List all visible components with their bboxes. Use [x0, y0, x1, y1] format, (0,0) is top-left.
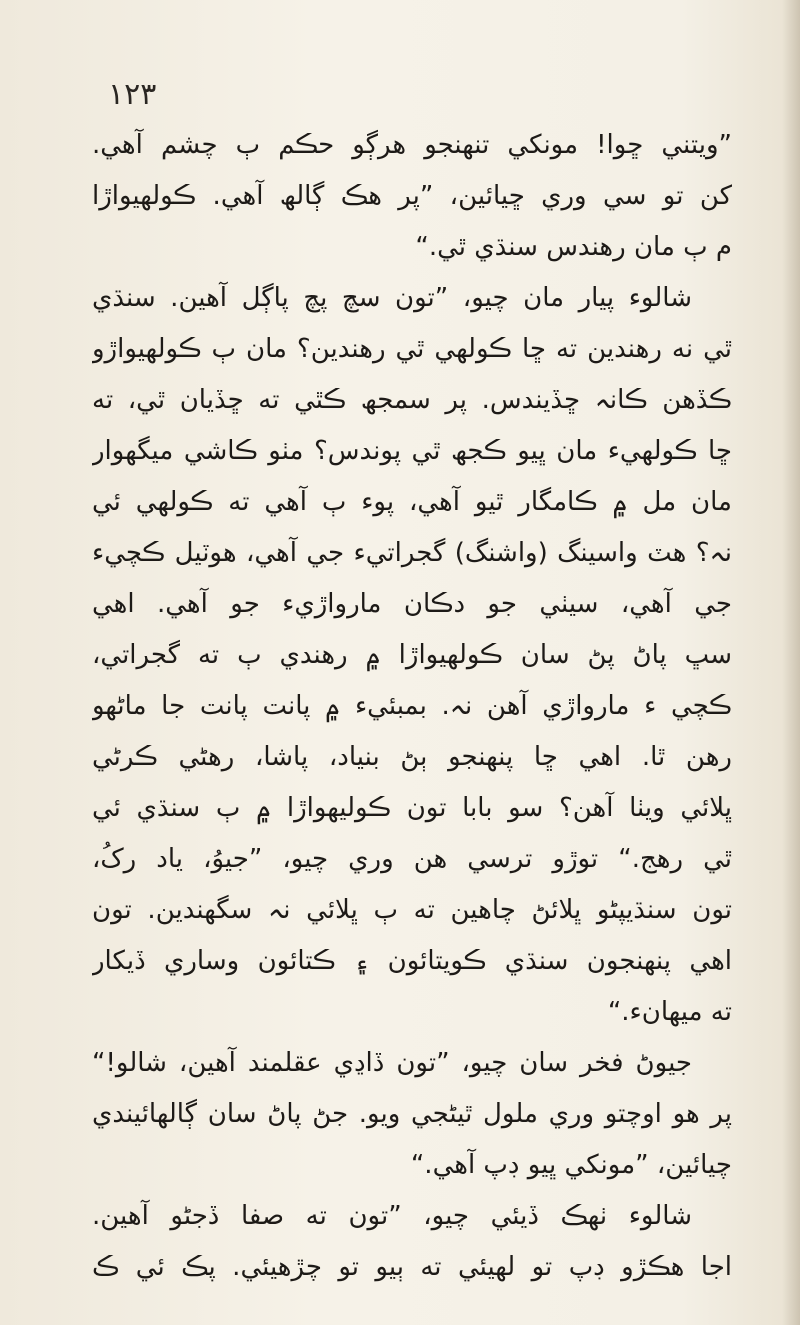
text-line: ”ويتني ڇوا! مونکي تنھنجو ھرڳو حڪم ٻ چشم آھي. [92, 130, 732, 160]
text-line: سڀ پاڻ پڻ سان ڪولھيواڙا ۾ رھندي ٻ ته گجراتي، [92, 640, 732, 670]
page-edge-shadow [782, 0, 800, 1325]
text-line: ٿي نه رھندين ته ڇا ڪولھي ٿي رھندين؟ مان ٻ ڪولھيواڙو [92, 334, 732, 364]
text-line: رھن ٿا. اھي ڇا پنھنجو ٻڻ بنياد، پاشا، رھڻي ڪرڻي [92, 742, 732, 772]
text-line: ٿي رھج.“ توڙو ترسي ھن وري چيو، ”جيوُ، ياد رکُ، [92, 844, 732, 874]
text-line: مان مل ۾ ڪامگار ٿيو آھي، پوء ٻ آھي ته ڪولھي ئي [92, 487, 732, 517]
text-line: اجا ھڪڙو ڊپ تو لھيئي ته ٻيو تو چڙھيئي. پڪ ئي ڪ [92, 1252, 732, 1282]
text-line: اھي پنھنجون سنڌي ڪويتائون ۽ ڪتائون وساري ڏيکار [92, 946, 732, 976]
text-line: چيائين، ”مونکي ڀيو ڊپ آھي.“ [410, 1150, 732, 1180]
text-line: پر ھو اوچتو وري ملول ٿيڻجي ويو. جڻ پاڻ سان ڳالھائيندي [92, 1099, 732, 1129]
text-line: شالوء ٺهڪ ڏيئي چيو، ”تون ته صفا ڏجڻو آھين. [92, 1201, 692, 1231]
text-line: ته ميهانء.“ [607, 997, 732, 1027]
text-line: ڀلائي ويٺا آھن؟ سو بابا تون ڪوليھواڙا ۾ ٻ سنڌي ئي [92, 793, 732, 823]
body-text [92, 120, 732, 1293]
text-line: شالوء پيار مان چيو، ”تون سچ پچ پاڳل آھين. سنڌي [92, 283, 692, 313]
text-line: تون سنڌيپڻو ڀلائڻ چاھين ته ٻ ڀلائي نہ سگھندين. تون [92, 895, 732, 925]
text-line: نہ؟ ھٽ واسينگ (واشنگ) گجراتيء جي آھي، ھوٽيل ڪچيء [92, 538, 732, 568]
text-line: ڇا ڪولھيء مان ڀيو ڪجھ ٿي پوندس؟ مٺو ڪاشي ميگھوار [92, 436, 732, 466]
text-line: جيوڻ فخر سان چيو، ”تون ڏاڍي عقلمند آھين، شالو!“ [92, 1048, 692, 1078]
text-line: کن تو سي وري ڇيائين، ”پر ھڪ ڳالھ آھي. ڪولھيواڙا [92, 181, 732, 211]
text-line: ڪچي ء مارواڙي آھن نہ. بمبئيء ۾ پانت پانت جا ماڻھو [92, 691, 732, 721]
page-number: ١٢٣ [108, 77, 157, 112]
text-line: جي آھي، سيٺي جو دڪان مارواڙيء جو آھي. اھي [92, 589, 732, 619]
text-line: م ٻ مان رھندس سنڌي ٿي.“ [415, 232, 732, 262]
text-line: ڪڏھن ڪانہ ڇڏيندس. پر سمجھ ڪٿي ته ڇڏيان ٿي، ته [92, 385, 732, 415]
